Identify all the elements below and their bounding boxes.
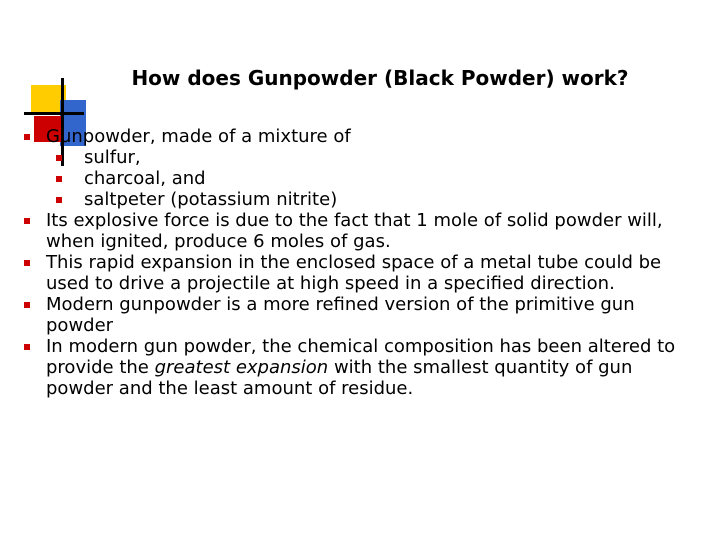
bullet-text-start: In modern gun powder, the chemical composition has been altered to provide the	[46, 336, 676, 378]
square-bullet-icon	[56, 197, 62, 203]
bullet-text: Modern gunpowder is a more refined version of the primitive gun powder	[46, 294, 635, 336]
bullet-item	[24, 210, 700, 252]
bullet-item	[24, 294, 700, 336]
decor-horizontal-line	[24, 112, 84, 115]
square-bullet-icon	[24, 134, 30, 140]
bullet-text-end: with the smallest quantity of gun powder and the least amount of residue.	[46, 357, 633, 399]
square-bullet-icon	[24, 260, 30, 266]
square-bullet-icon	[24, 218, 30, 224]
bullet-item	[24, 126, 700, 147]
sub-bullet-item	[24, 168, 700, 189]
sub-bullet-text: saltpeter (potassium nitrite)	[84, 189, 338, 210]
slide-title: How does Gunpowder (Black Powder) work?	[131, 66, 629, 90]
bullet-text-emphasis: greatest expansion	[154, 357, 329, 378]
square-bullet-icon	[24, 344, 30, 350]
sub-bullet-text: charcoal, and	[84, 168, 206, 189]
bullet-text: This rapid expansion in the enclosed space of a metal tube could be used to drive a projectile at high speed in a specified direction.	[46, 252, 662, 294]
sub-bullet-text: sulfur,	[84, 147, 141, 168]
sub-bullet-item	[24, 147, 700, 168]
square-bullet-icon	[56, 176, 62, 182]
bullet-item	[24, 336, 700, 399]
bullet-item	[24, 252, 700, 294]
square-bullet-icon	[56, 155, 62, 161]
bullet-list	[24, 126, 700, 399]
sub-bullet-item	[24, 189, 700, 210]
bullet-text: Its explosive force is due to the fact that 1 mole of solid powder will, when ignited, produce 6 moles of gas.	[46, 210, 663, 252]
square-bullet-icon	[24, 302, 30, 308]
bullet-text: Gunpowder, made of a mixture of	[46, 126, 351, 147]
